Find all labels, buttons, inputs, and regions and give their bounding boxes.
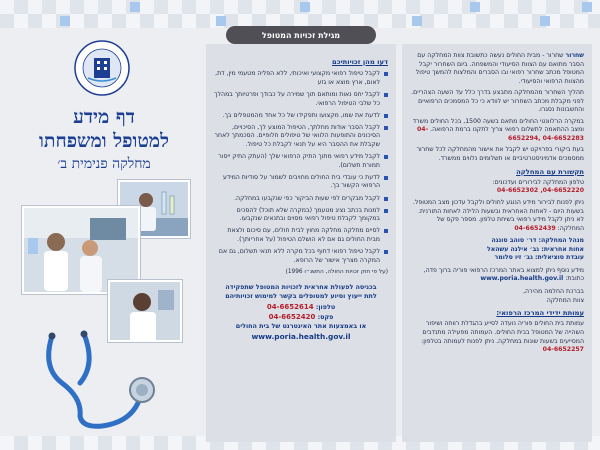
closing-sub: צוות המחלקה	[546, 296, 584, 304]
contact-fax-label: מספר פקס של המחלקה:	[436, 216, 584, 232]
contact-fax: 04-6652439	[514, 224, 556, 232]
law-note: (על פי חוק זכויות החולה, התשנ״ו 1996)	[285, 269, 388, 276]
list-item: לקבל הסבר אודות מחלתך, הטיפול המוצע לך, הסיכויים, הסיכונים והתופעות הלוואי של טיפולים חלופיים. הסכמתך לאחר שקבלת את ההסבר היא על תנאי לקבלת כל טיפול.	[214, 124, 388, 150]
list-item: למנות בכתב נציג מטעמך (במקרה שלא תוכל) להסכים במקומך לקבלת טיפול רפואי מסוים ובתנאים שנקבעו.	[214, 207, 388, 224]
staff-block	[410, 237, 584, 263]
website-text: מידע נוסף ניתן למצוא באתר המרכז הרפואי פוריה ברוך פדה, כתובת:	[423, 266, 584, 283]
contact-paragraph	[410, 199, 584, 233]
volunteers-title: עמותת ידידי המרכז הרפואי:	[496, 309, 584, 318]
billing-paragraph	[410, 118, 584, 144]
rights-contact-callout	[214, 283, 388, 342]
volunteers-text: עמותת בית החולים פוריה נועדה לסייע בהגדלת רווחה ושיפור השהייה של המטופל בבית החולים. העמותה מפעילה מתנדבים המסייעים בשעות שונות במחלקה. ניתן לפנות לעמותה בטלפון:	[421, 320, 584, 345]
callout-fax-row	[214, 312, 388, 322]
contact-section-title: תקשורת עם המחלקה	[516, 167, 584, 176]
billing-phones[interactable]: 04-6652294, 04-6652283	[416, 126, 584, 142]
list-item: לדעת את שמו, מקצועו ותפקידו של כל אחד מהמטפלים בך.	[214, 112, 388, 121]
callout-web-line: או באמצעות אתר האינטרנט של בית החולים	[235, 322, 367, 331]
rights-website-link[interactable]: www.poria.health.gov.il	[251, 331, 351, 341]
department-head: מנהל המחלקה: דר׳ סוהב סונגה	[491, 237, 584, 245]
social-worker: עובדת סוציאלית: גב׳ זיו סלומר	[494, 254, 584, 262]
list-item: לקבל יחס נאות ומותאם תוך שמירה על כבודך ופרטיותך במהלך כל שלבי הטיפול הרפואי.	[214, 91, 388, 108]
contact-phones[interactable]: 04-6652302 ,04-6652220	[496, 187, 584, 195]
website-link[interactable]: www.poria.health.gov.il	[480, 275, 564, 283]
list-item: לקבל טיפול רפואי מקצועי ואיכותי, ללא הפליה מטעמי מין, דת, לאום, ארץ מוצא או גזע	[214, 70, 388, 87]
billing-text: במקרה הרלוונטי החולים מתאם בשעה 1500, בכל החולים משרד ומצב ההתאמה לתשלום רפואי צריך לתקנו ברמת הרפואה.	[412, 117, 584, 134]
cover-panel	[8, 28, 200, 442]
contact-phone-label: טלפון המחלקה לבירורים ועדכונים:	[492, 178, 584, 186]
closing-block	[410, 288, 584, 305]
fax-label: פקס:	[317, 312, 334, 321]
cover-title-line1: דף מידע	[73, 106, 135, 128]
contact-text: ניתן לפנות לבירור מידע הנוגע לחולים ולקבל עדכון מצב המטופל. בשעות היום - לאחות האחראית ובשעות הלילה לאחות התורנית. לא ניתן לקבל מידע רפואי בשיחת טלפון.	[412, 199, 584, 224]
cover-subtitle: מחלקה פנימית ב׳	[57, 156, 151, 172]
list-item: לקבל מבקרים לפי שעות הביקור כפי שנקבעו במחלקה.	[214, 195, 388, 204]
website-paragraph	[410, 267, 584, 284]
extra-text: בעת ביקורי בפרויקט יש לקבל את אישור מהמחלקה לכל שחרור ממסמכים אדמיניסטרטיביים או תשלומים נלווים ממשרד.	[416, 146, 584, 163]
process-text: תהליך השחרור מהמחלקה מתבצע בדרך כלל עד השעה הצהריים. לפני מקבלת מכתב השחרור יש לוודא כי כל המסמכים הרפואיים והחשבונות נסגרו.	[411, 89, 584, 114]
discharge-paragraph	[410, 52, 584, 86]
discharge-text: שחרור - מבית החולים נעשה כתשובת צוות המחלקה עם הסבר מתואם עם הצוות הסיעודי והמשפחה. ביום השחרור יקבל המטופל מכתב שחרור רפואי ובו הסברים והמלצות להמשך טיפול מהצוות הרפואי והסיעודי.	[415, 52, 584, 85]
closing-title: בברכת החלמה מהירה,	[523, 287, 584, 295]
list-item: לקבל טיפול רפואי דחוף בכל מקרה ללא תנאי תשלום, גם אם המקרה מצריך אישור של הרופא.	[214, 248, 388, 265]
list-item: לדעת כי עובדי בית החולים מחויבים לשמור על סודיות המידע הרפואי הקשור בך.	[214, 174, 388, 191]
callout-line2: לתת ייעוץ וסיוע למטופלים בקשר למימוש זכויותיהם	[225, 292, 377, 301]
rights-phone[interactable]: 04-6652614	[266, 302, 314, 311]
rights-title: דעו מהן זכויותיכם	[332, 58, 388, 66]
callout-phone-row	[214, 302, 388, 312]
callout-line1: בכניסה לפעולת אחראית לזכויות המטופל שתפקידה	[225, 283, 377, 292]
list-item: לסיים מחלקה מחלקה מחוץ לבית חולים, עם סיכום ולצאת מבית החולים גם אם לא הושלם הטיפול (על אחריותך).	[214, 227, 388, 244]
phone-label: טלפון:	[315, 302, 336, 311]
rights-fax: 04-6652420	[268, 312, 316, 321]
contact-phones-paragraph	[410, 179, 584, 196]
discharge-info-panel	[402, 44, 592, 442]
head-nurse: אחות אחראית: גב׳ אילנה עשהאל	[487, 245, 584, 253]
rights-list	[214, 70, 388, 265]
volunteers-phone[interactable]: 04-6652257	[542, 346, 584, 354]
stethoscope-icon	[22, 328, 162, 438]
cover-title-line2: למטופל ומשפחתו	[39, 130, 169, 152]
patient-rights-panel	[206, 44, 396, 442]
patient-rights-header: מגילת זכויות המטופל	[226, 26, 376, 44]
discharge-title: שחרור	[565, 52, 584, 59]
list-item: לקבל מידע רפואי מתוך התיק הרפואי שלך (העתק התיק ייסור תמורת תשלום).	[214, 153, 388, 170]
hospital-logo	[58, 38, 146, 98]
volunteers-paragraph	[410, 320, 584, 354]
